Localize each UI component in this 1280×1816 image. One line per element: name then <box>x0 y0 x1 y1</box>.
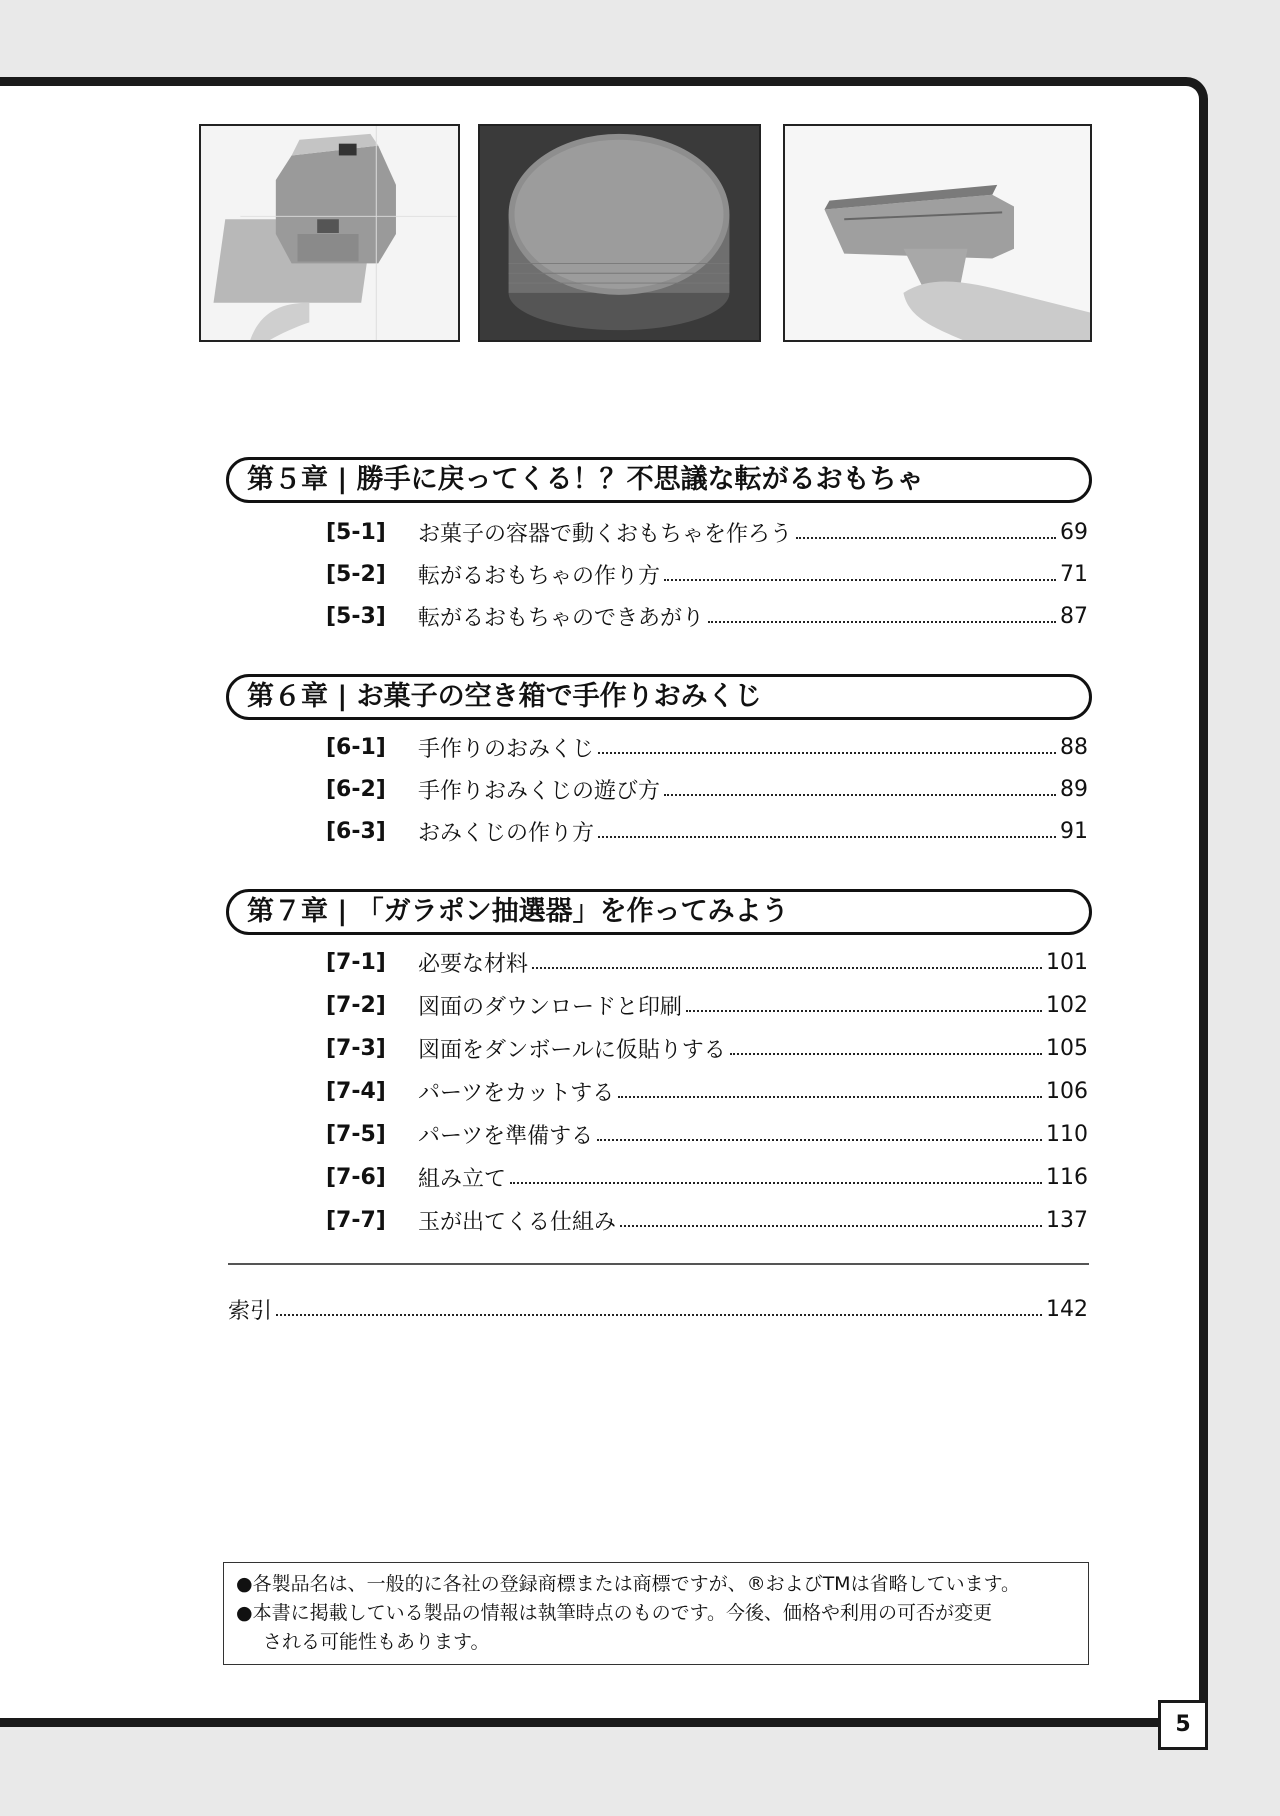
dot-leader <box>598 836 1056 838</box>
photo-cardboard-lottery-machine <box>199 124 460 342</box>
dot-leader <box>532 967 1042 969</box>
dot-leader <box>276 1314 1042 1316</box>
chapter-heading: 第５章 | 勝手に戻ってくる！？不思議な転がるおもちゃ <box>226 457 1092 503</box>
chapter-heading: 第６章 | お菓子の空き箱で手作りおみくじ <box>226 674 1092 720</box>
toc-title: 組み立て <box>418 1166 507 1192</box>
toc-title: 玉が出てくる仕組み <box>418 1209 617 1235</box>
notice-line: ●本書に掲載している製品の情報は執筆時点のものです。今後、価格や利用の可否が変更 <box>236 1602 993 1624</box>
index-entry[interactable] <box>228 1292 1088 1326</box>
toc-entry[interactable] <box>326 1031 1088 1065</box>
toc-title: おみくじの作り方 <box>418 820 595 846</box>
toc-entry[interactable] <box>326 1203 1088 1237</box>
toc-number: [7-2] <box>326 992 386 1018</box>
toc-entry[interactable] <box>326 945 1088 979</box>
toc-number: [7-1] <box>326 949 386 975</box>
toc-page: 106 <box>1046 1078 1088 1104</box>
toc-entry[interactable] <box>326 1160 1088 1194</box>
toc-page: 101 <box>1046 949 1088 975</box>
toc-number: [5-3] <box>326 603 386 629</box>
toc-page: 137 <box>1046 1207 1088 1233</box>
toc-title: 手作りおみくじの遊び方 <box>418 778 661 804</box>
toc-title: 必要な材料 <box>418 951 529 977</box>
dot-leader <box>664 794 1056 796</box>
toc-entry[interactable] <box>326 515 1088 549</box>
toc-number: [6-3] <box>326 818 386 844</box>
toc-title: 手作りのおみくじ <box>418 736 595 762</box>
dot-leader <box>598 752 1056 754</box>
toc-title: 図面のダウンロードと印刷 <box>418 994 683 1020</box>
dot-leader <box>620 1225 1042 1227</box>
toc-title: 図面をダンボールに仮貼りする <box>418 1037 726 1063</box>
toc-entry[interactable] <box>326 1117 1088 1151</box>
toc-number: [6-1] <box>326 734 386 760</box>
toc-number: [6-2] <box>326 776 386 802</box>
toc-entry[interactable] <box>326 1074 1088 1108</box>
toc-number: [5-1] <box>326 519 386 545</box>
toc-page: 89 <box>1060 776 1088 802</box>
dot-leader <box>686 1010 1042 1012</box>
toc-page: 87 <box>1060 603 1088 629</box>
toc-page: 105 <box>1046 1035 1088 1061</box>
photo-round-container <box>478 124 761 342</box>
toc-entry[interactable] <box>326 814 1088 848</box>
index-title: 索引 <box>228 1298 273 1324</box>
toc-number: [7-6] <box>326 1164 386 1190</box>
dot-leader <box>708 621 1056 623</box>
toc-page: 69 <box>1060 519 1088 545</box>
notice-line: される可能性もあります。 <box>263 1631 490 1653</box>
dot-leader <box>730 1053 1042 1055</box>
toc-page: 116 <box>1046 1164 1088 1190</box>
toc-number: [7-3] <box>326 1035 386 1061</box>
photo-cardboard-gun <box>783 124 1092 342</box>
notice-line: ●各製品名は、一般的に各社の登録商標または商標ですが、®およびTMは省略しています。 <box>236 1573 1021 1595</box>
toc-entry[interactable] <box>326 599 1088 633</box>
page-number: 5 <box>1158 1700 1208 1750</box>
toc-page: 71 <box>1060 561 1088 587</box>
toc-title: 転がるおもちゃの作り方 <box>418 563 661 589</box>
dot-leader <box>796 537 1056 539</box>
toc-number: [7-5] <box>326 1121 386 1147</box>
divider <box>228 1263 1089 1265</box>
chapter-heading: 第７章 | 「ガラポン抽選器」を作ってみよう <box>226 889 1092 935</box>
toc-entry[interactable] <box>326 730 1088 764</box>
toc-title: 転がるおもちゃのできあがり <box>418 605 705 631</box>
toc-page: 110 <box>1046 1121 1088 1147</box>
toc-page: 88 <box>1060 734 1088 760</box>
dot-leader <box>618 1096 1042 1098</box>
toc-title: パーツを準備する <box>418 1123 594 1149</box>
toc-title: パーツをカットする <box>418 1080 615 1106</box>
toc-number: [7-4] <box>326 1078 386 1104</box>
dot-leader <box>510 1182 1042 1184</box>
index-page: 142 <box>1046 1296 1088 1322</box>
dot-leader <box>597 1139 1042 1141</box>
notice-box <box>223 1562 1089 1665</box>
toc-page: 102 <box>1046 992 1088 1018</box>
toc-entry[interactable] <box>326 988 1088 1022</box>
toc-entry[interactable] <box>326 557 1088 591</box>
dot-leader <box>664 579 1056 581</box>
toc-number: [7-7] <box>326 1207 386 1233</box>
toc-entry[interactable] <box>326 772 1088 806</box>
toc-number: [5-2] <box>326 561 386 587</box>
toc-title: お菓子の容器で動くおもちゃを作ろう <box>418 521 793 547</box>
toc-page: 91 <box>1060 818 1088 844</box>
